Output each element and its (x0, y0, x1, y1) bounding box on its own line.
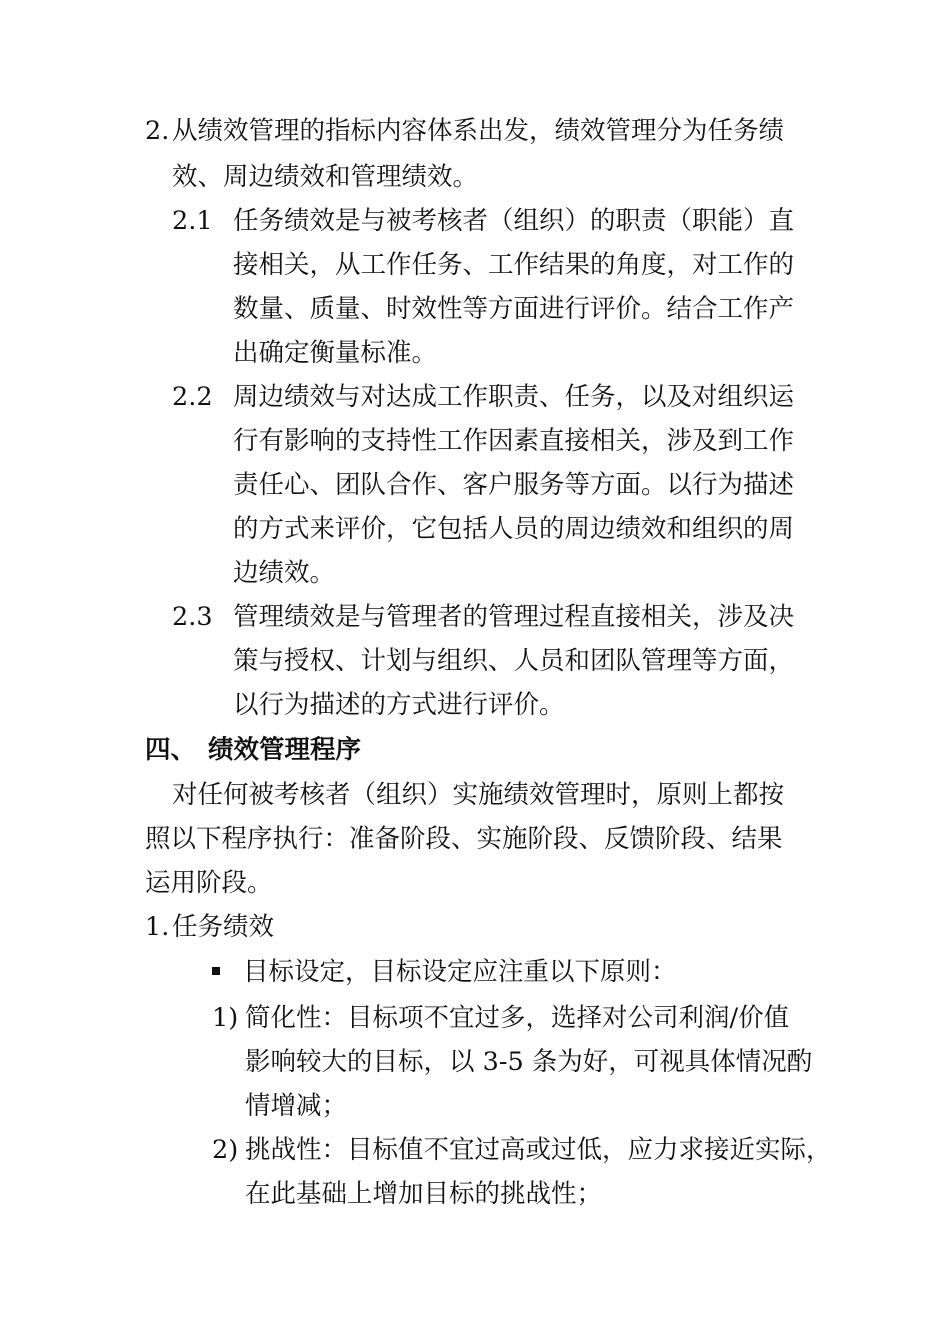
subitem-text-line: 的方式来评价，它包括人员的周边绩效和组织的周 (233, 514, 795, 544)
square-bullet-icon (212, 967, 220, 975)
subitem-text-line: 边绩效。 (233, 558, 336, 588)
numbered-text-line: 在此基础上增加目标的挑战性； (245, 1179, 603, 1209)
subitem-number: 2.2 (172, 382, 213, 412)
paragraph-line: 照以下程序执行：准备阶段、实施阶段、反馈阶段、结果 (145, 824, 783, 854)
subitem-text-line: 行有影响的支持性工作因素直接相关，涉及到工作 (233, 426, 795, 456)
subitem-text-line: 出确定衡量标准。 (233, 338, 438, 368)
paragraph-line: 运用阶段。 (145, 868, 273, 898)
section-title: 绩效管理程序 (208, 735, 362, 765)
subitem-number: 2.1 (172, 206, 213, 236)
subitem-text-line: 责任心、团队合作、客户服务等方面。以行为描述 (233, 470, 795, 500)
numbered-marker: 2) (212, 1135, 239, 1165)
numbered-text-line: 影响较大的目标，以 3-5 条为好，可视具体情况酌 (245, 1047, 813, 1077)
numbered-text-line: 情增减； (245, 1091, 348, 1121)
item-text-line: 效、周边绩效和管理绩效。 (172, 162, 479, 192)
numbered-marker: 1) (212, 1003, 239, 1033)
subitem-text-line: 管理绩效是与管理者的管理过程直接相关，涉及决 (233, 602, 795, 632)
subitem-text-line: 以行为描述的方式进行评价。 (233, 690, 565, 720)
subitem-text-line: 周边绩效与对达成工作职责、任务，以及对组织运 (233, 382, 795, 412)
paragraph-line: 对任何被考核者（组织）实施绩效管理时，原则上都按 (172, 780, 785, 810)
section-number: 四、 (145, 735, 197, 765)
subitem-text-line: 任务绩效是与被考核者（组织）的职责（职能）直 (233, 206, 795, 236)
subitem-text-line: 数量、质量、时效性等方面进行评价。结合工作产 (233, 294, 795, 324)
numbered-text-line: 挑战性：目标值不宜过高或过低，应力求接近实际， (245, 1135, 832, 1165)
item-number: 1. (145, 912, 170, 942)
item-text-line: 从绩效管理的指标内容体系出发，绩效管理分为任务绩 (172, 116, 785, 146)
bullet-text: 目标设定，目标设定应注重以下原则： (243, 957, 677, 987)
numbered-text-line: 简化性：目标项不宜过多，选择对公司利润/价值 (245, 1003, 790, 1033)
subitem-text-line: 接相关，从工作任务、工作结果的角度，对工作的 (233, 250, 795, 280)
item-title: 任务绩效 (172, 912, 275, 942)
subitem-number: 2.3 (172, 602, 213, 632)
subitem-text-line: 策与授权、计划与组织、人员和团队管理等方面， (233, 646, 795, 676)
item-number: 2. (145, 116, 170, 146)
